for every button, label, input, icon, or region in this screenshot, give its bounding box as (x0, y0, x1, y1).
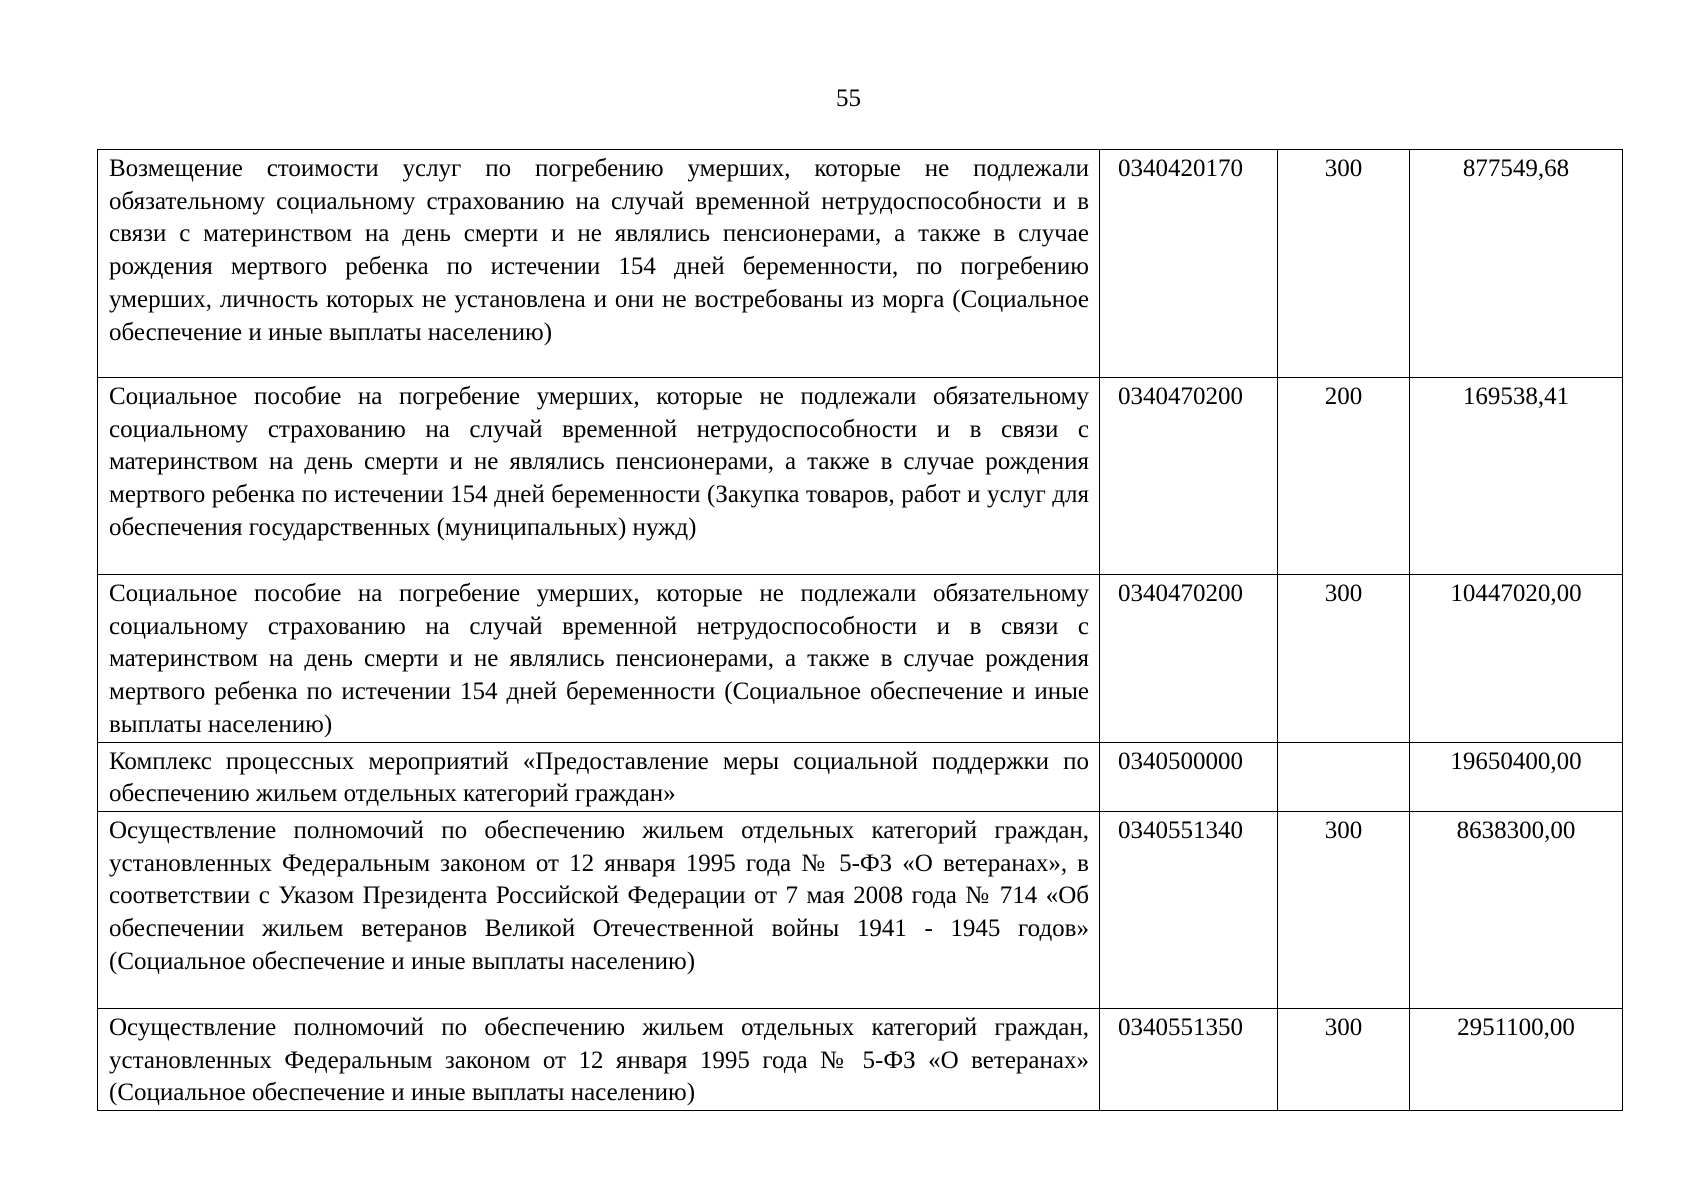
row-description: Возмещение стоимости услуг по погребению умерших, которые не подлежали обязательному социальному страхованию на случай временной нетрудоспособности и в связи с материнством на день смерти и не являлись пенсионерами, а также в случае рождения мертвого ребенка по истечении 154 дней беременности, по погребению умерших, личность которых не установлена и они не востребованы из морга (Социальное обеспечение и иные выплаты населению) (98, 150, 1100, 378)
row-amount: 2951100,00 (1410, 1008, 1623, 1110)
row-description: Комплекс процессных мероприятий «Предоставление меры социальной поддержки по обеспечению жильем отдельных категорий граждан» (98, 742, 1100, 811)
row-target-code: 0340500000 (1100, 742, 1278, 811)
row-description: Осуществление полномочий по обеспечению жильем отдельных категорий граждан, установленных Федеральным законом от 12 января 1995 года № 5-ФЗ «О ветеранах», в соответствии с Указом Президента Российской Федерации от 7 мая 2008 года № 714 «Об обеспечении жильем ветеранов Великой Отечественной войны 1941 - 1945 годов» (Социальное обеспечение и иные выплаты населению) (98, 811, 1100, 1008)
row-expense-type: 300 (1278, 150, 1410, 378)
table-row (98, 150, 1623, 378)
row-expense-type: 200 (1278, 378, 1410, 575)
row-expense-type: 300 (1278, 811, 1410, 1008)
table-row (98, 811, 1623, 1008)
budget-table (97, 149, 1623, 1111)
row-expense-type: 300 (1278, 575, 1410, 743)
row-description: Социальное пособие на погребение умерших, которые не подлежали обязательному социальному страхованию на случай временной нетрудоспособности и в связи с материнством на день смерти и не являлись пенсионерами, а также в случае рождения мертвого ребенка по истечении 154 дней беременности (Социальное обеспечение и иные выплаты населению) (98, 575, 1100, 743)
row-expense-type (1278, 742, 1410, 811)
row-amount: 19650400,00 (1410, 742, 1623, 811)
budget-table-body (98, 150, 1623, 1111)
row-target-code: 0340470200 (1100, 378, 1278, 575)
table-row (98, 1008, 1623, 1110)
row-target-code: 0340551340 (1100, 811, 1278, 1008)
row-target-code: 0340420170 (1100, 150, 1278, 378)
row-description: Социальное пособие на погребение умерших, которые не подлежали обязательному социальному страхованию на случай временной нетрудоспособности и в связи с материнством на день смерти и не являлись пенсионерами, а также в случае рождения мертвого ребенка по истечении 154 дней беременности (Закупка товаров, работ и услуг для обеспечения государственных (муниципальных) нужд) (98, 378, 1100, 575)
row-amount: 10447020,00 (1410, 575, 1623, 743)
table-row (98, 575, 1623, 743)
row-expense-type: 300 (1278, 1008, 1410, 1110)
row-amount: 877549,68 (1410, 150, 1623, 378)
table-row (98, 742, 1623, 811)
row-target-code: 0340470200 (1100, 575, 1278, 743)
row-description: Осуществление полномочий по обеспечению жильем отдельных категорий граждан, установленных Федеральным законом от 12 января 1995 года № 5-ФЗ «О ветеранах» (Социальное обеспечение и иные выплаты населению) (98, 1008, 1100, 1110)
page-number: 55 (836, 85, 861, 112)
table-row (98, 378, 1623, 575)
row-amount: 8638300,00 (1410, 811, 1623, 1008)
row-amount: 169538,41 (1410, 378, 1623, 575)
row-target-code: 0340551350 (1100, 1008, 1278, 1110)
